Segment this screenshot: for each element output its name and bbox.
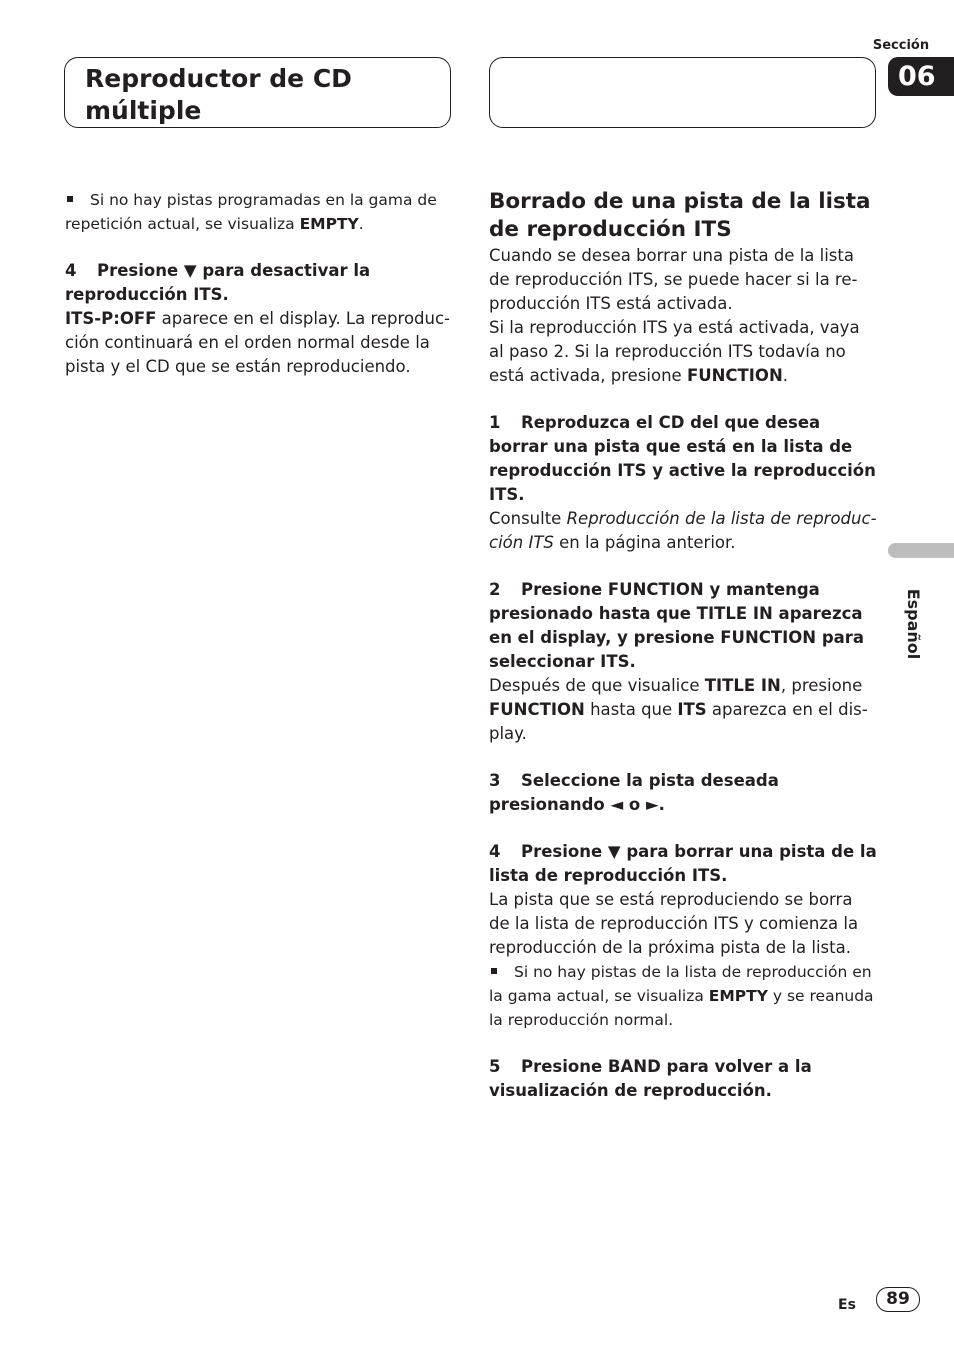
step-title-text: Presione ▼ para desactivar la reproducción ITS.	[65, 261, 371, 304]
step-2-body	[489, 674, 877, 746]
intro-paragraph-1: Cuando se desea borrar una pista de la lista de reproducción ITS, se puede hacer si la reproducción ITS está activada.	[489, 246, 858, 313]
intro2-bold: FUNCTION	[686, 366, 783, 385]
section-heading: Borrado de una pista de la lista de reproducción ITS	[489, 189, 871, 242]
note-bullet	[489, 960, 877, 1032]
intro2-tail: .	[782, 366, 789, 385]
step1-pre: Consulte	[489, 509, 567, 528]
step-title-text: Presione FUNCTION y mantenga presionado hasta que TITLE IN aparezca en el display, y presione FUNCTION para seleccionar ITS.	[489, 580, 865, 671]
note-text: Si no hay pistas de la lista de reproducción en la gama actual, se visualiza	[489, 963, 872, 1005]
step-title-text: Presione ▼ para borrar una pista de la lista de reproducción ITS.	[489, 842, 877, 885]
step-title-text: Presione BAND para volver a la visualización de reproducción.	[489, 1057, 812, 1100]
step2-b3: ITS	[677, 700, 707, 719]
note-bold: EMPTY	[299, 215, 359, 233]
step-title-text: Reproduzca el CD del que desea borrar una pista que está en la lista de reproducción ITS y active la reproducción ITS.	[489, 413, 876, 504]
square-bullet-icon	[491, 968, 497, 974]
page-title-line1: Reproductor de CD	[85, 64, 352, 93]
step2-t3: hasta que	[584, 700, 678, 719]
step-4-title	[65, 259, 450, 307]
step2-b2: FUNCTION	[489, 700, 585, 719]
step1-post: en la página anterior.	[553, 533, 736, 552]
step-4-title	[489, 840, 877, 888]
step2-t2: , presione	[780, 676, 863, 695]
step-1-body	[489, 507, 877, 555]
page-title-line2: múltiple	[85, 96, 202, 125]
note-tail: y se reanuda la reproducción normal.	[489, 987, 874, 1029]
step-number: 4	[489, 842, 501, 861]
step-4-body: La pista que se está reproduciendo se borra de la lista de reproducción ITS y comienza la reproducción de la próxima pista de la lista.	[489, 890, 859, 957]
step-body-text: aparece en el display. La reproducción continuará en el orden normal desde la pista y el CD que se están reproduciendo.	[65, 309, 451, 376]
intro-paragraph-2	[489, 316, 877, 388]
step-number: 1	[489, 413, 501, 432]
step2-b1: TITLE IN	[704, 676, 781, 695]
note-bold: EMPTY	[708, 987, 768, 1005]
header-title-box	[64, 57, 451, 128]
page-language-code: Es	[838, 1297, 856, 1313]
page-title	[85, 63, 352, 127]
step-number: 3	[489, 771, 501, 790]
section-label: Sección	[872, 38, 930, 53]
step-number: 4	[65, 261, 77, 280]
step-5-title	[489, 1055, 877, 1103]
square-bullet-icon	[67, 196, 73, 202]
language-label: Español	[904, 588, 923, 660]
header-empty-box	[489, 57, 876, 128]
right-column	[489, 188, 877, 1103]
section-number-badge: 06	[888, 57, 954, 96]
intro2-text: Si la reproducción ITS ya está activada, vaya al paso 2. Si la reproducción ITS todavía no está activada, presione	[489, 318, 860, 385]
left-column	[65, 188, 450, 379]
page-number: 89	[876, 1287, 920, 1312]
step-4-body	[65, 307, 450, 379]
language-tab	[888, 543, 954, 558]
step-title-text: Seleccione la pista deseada presionando ◄ o ►.	[489, 771, 779, 814]
note-text: Si no hay pistas programadas en la gama de repetición actual, se visualiza	[65, 191, 437, 233]
step1-italic: Reproducción de la lista de reproducción ITS	[489, 509, 877, 552]
step-2-title	[489, 578, 877, 674]
step-number: 5	[489, 1057, 501, 1076]
step2-t1: Después de que visualice	[489, 676, 705, 695]
note-tail: .	[358, 215, 364, 233]
step-1-title	[489, 411, 877, 507]
step2-t4: aparezca en el display.	[489, 700, 868, 743]
step-body-bold: ITS-P:OFF	[65, 309, 157, 328]
step-number: 2	[489, 580, 501, 599]
step-3-title	[489, 769, 877, 817]
note-bullet	[65, 188, 450, 236]
